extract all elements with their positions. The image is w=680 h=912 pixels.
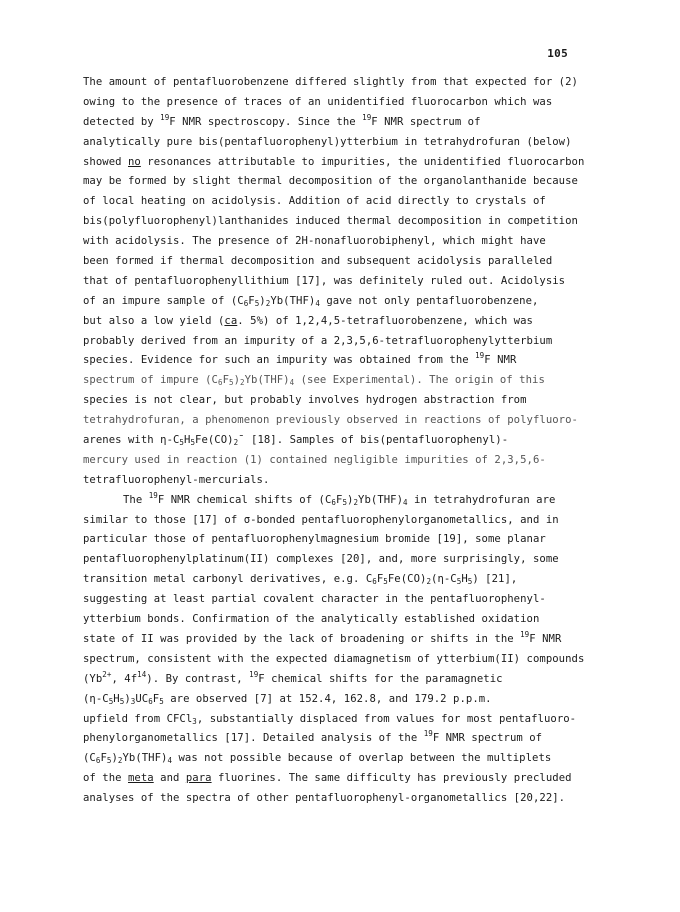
underlined-text: no (128, 155, 141, 168)
superscript: 2+ (102, 669, 112, 679)
text-line (83, 769, 603, 789)
text-run: H (113, 692, 120, 705)
text-line (83, 312, 603, 332)
text-run: (see Experimental). The origin of this (294, 374, 545, 387)
text-run: of local heating on acidolysis. Addition of acid directly to crystals of (83, 195, 546, 208)
text-run: with acidolysis. The presence of 2H-nonafluorobiphenyl, which might have (83, 235, 546, 248)
text-run: F chemical shifts for the paramagnetic (258, 672, 503, 685)
text-run: F NMR spectroscopy. Since the (169, 115, 363, 128)
text-run: that of pentafluorophenyllithium [17], was definitely ruled out. Acidolysis (83, 274, 566, 287)
body-text (83, 73, 603, 809)
text-run: bis(polyfluorophenyl)lanthanides induced thermal decomposition in competition (83, 215, 578, 228)
text-run: upfield from CFCl (83, 712, 193, 725)
text-line (83, 272, 603, 292)
text-run: ) (259, 294, 266, 307)
text-run: of an impure sample of (C (83, 294, 244, 307)
text-run: , 4f (111, 672, 138, 685)
text-run: spectrum, consistent with the expected diamagnetism of ytterbium(II) compounds (83, 652, 585, 665)
text-run: Yb(THF) (122, 752, 168, 765)
text-run: similar to those [17] of σ-bonded pentafluorophenylorganometallics, and in (83, 513, 559, 526)
text-run: species is not clear, but probably involves hydrogen abstraction from (83, 394, 527, 407)
text-line (83, 550, 603, 570)
subscript: 5 (108, 696, 114, 706)
superscript: 19 (148, 490, 158, 500)
text-run: fluorines. The same difficulty has previously precluded (211, 772, 572, 785)
text-run: Yb(THF) (270, 294, 316, 307)
subscript: 5 (254, 298, 260, 308)
subscript: 6 (243, 298, 249, 308)
text-line (83, 729, 603, 749)
text-run: was not possible because of overlap between the multiplets (172, 752, 552, 765)
text-line (83, 351, 603, 371)
text-run: spectrum of impure (C (83, 374, 218, 387)
text-run: showed (83, 155, 128, 168)
subscript: 5 (456, 577, 462, 587)
page-number: 105 (547, 47, 568, 60)
text-run: ). By contrast, (146, 672, 250, 685)
text-run: mercury used in reaction (1) contained negligible impurities of 2,3,5,6- (83, 453, 546, 466)
text-line (83, 630, 603, 650)
text-run: of the (83, 772, 128, 785)
text-run: are observed [7] at 152.4, 162.8, and 179.2 p.p.m. (163, 692, 492, 705)
subscript: 6 (218, 378, 223, 388)
text-line (83, 73, 603, 93)
text-run: Yb(THF) (244, 374, 290, 387)
text-line (83, 570, 603, 590)
text-run: F (100, 752, 107, 765)
text-run: pentafluorophenylplatinum(II) complexes [20], and, more surprisingly, some (83, 553, 559, 566)
text-run: transition metal carbonyl derivatives, e.g. C (83, 573, 373, 586)
text-run: . 5%) of 1,2,4,5-tetrafluorobenzene, which was (237, 314, 533, 327)
superscript: 14 (137, 669, 147, 679)
text-line (83, 391, 603, 411)
text-run: ) (124, 692, 131, 705)
subscript: 4 (167, 756, 173, 766)
text-line (83, 491, 603, 511)
subscript: 2 (353, 497, 359, 507)
subscript: 2 (117, 756, 123, 766)
text-run: and (153, 772, 186, 785)
subscript: 6 (331, 497, 336, 507)
text-line (83, 411, 603, 431)
superscript: 19 (362, 112, 372, 122)
subscript: 4 (315, 298, 320, 308)
text-line (83, 789, 603, 809)
text-run: tetrahydrofuran, a phenomenon previously observed in reactions of polyfluoro- (83, 414, 578, 427)
text-run: F (152, 692, 160, 705)
subscript: 2 (426, 577, 432, 587)
text-line (83, 670, 603, 690)
subscript: 3 (130, 696, 136, 706)
superscript: 19 (475, 351, 485, 361)
subscript: 6 (372, 577, 377, 587)
text-run: (η-C (83, 692, 109, 705)
text-line (83, 93, 603, 113)
subscript: 2 (265, 298, 271, 308)
text-run: gave not only pentafluorobenzene, (319, 294, 539, 307)
subscript: 5 (342, 497, 348, 507)
subscript: 2 (240, 378, 245, 388)
text-line (83, 192, 603, 212)
text-run: H (461, 573, 468, 586)
superscript: 19 (249, 669, 259, 679)
text-line (83, 133, 603, 153)
text-run: F NMR (529, 632, 562, 645)
text-run: F (336, 493, 343, 506)
underlined-text: meta (128, 772, 154, 785)
subscript: 5 (467, 577, 473, 587)
superscript: 19 (160, 112, 170, 122)
text-line (83, 431, 603, 451)
text-line (83, 511, 603, 531)
text-run: suggesting at least partial covalent character in the pentafluorophenyl- (83, 593, 546, 606)
text-run: Fe(CO) (195, 434, 234, 447)
text-line (83, 153, 603, 173)
text-line (83, 451, 603, 471)
text-run: (η-C (431, 573, 457, 586)
text-line (83, 172, 603, 192)
text-run: F NMR spectrum of (371, 115, 481, 128)
text-line (83, 292, 603, 312)
subscript: 4 (289, 378, 295, 388)
text-run: , substantially displaced from values for most pentafluoro- (196, 712, 577, 725)
text-run: particular those of pentafluorophenylmagnesium bromide [19], some planar (83, 533, 546, 546)
text-run: but also a low yield ( (83, 314, 225, 327)
superscript: 19 (520, 629, 530, 639)
text-run: ) (233, 374, 241, 387)
text-line (83, 610, 603, 630)
subscript: 5 (229, 378, 234, 388)
text-run: species. Evidence for such an impurity was obtained from the (83, 354, 476, 367)
subscript: 3 (192, 716, 197, 726)
text-line (83, 650, 603, 670)
text-run: phenylorganometallics [17]. Detailed analysis of the (83, 732, 424, 745)
text-run: The amount of pentafluorobenzene differed slightly from that expected for (2) (83, 76, 578, 88)
text-run: F NMR spectrum of (432, 732, 543, 745)
text-run: analytically pure bis(pentafluorophenyl)ytterbium in tetrahydrofuran (below) (83, 135, 572, 148)
text-line (83, 710, 603, 730)
subscript: 5 (383, 577, 388, 587)
text-run: ) [21], (472, 573, 518, 586)
text-line (83, 371, 603, 391)
text-run: ) (347, 493, 354, 506)
text-run: F (222, 374, 230, 387)
text-run: may be formed by slight thermal decomposition of the organolanthanide because (83, 175, 578, 188)
text-line (83, 590, 603, 610)
text-run: detected by (83, 115, 161, 128)
text-line (83, 690, 603, 710)
subscript: 5 (159, 696, 164, 706)
text-run: Yb(THF) (358, 493, 404, 506)
text-run: arenes with η-C (83, 434, 180, 447)
subscript: 5 (190, 438, 196, 448)
text-run: resonances attributable to impurities, the unidentified fluorocarbon (140, 155, 585, 168)
text-run: ) (111, 752, 118, 765)
text-run: UC (135, 692, 149, 705)
text-run: H (184, 434, 191, 447)
text-line (83, 113, 603, 133)
text-run: Fe(CO) (387, 573, 427, 586)
text-run: F (376, 573, 384, 586)
text-line (83, 212, 603, 232)
subscript: 6 (95, 756, 101, 766)
text-run: F (248, 294, 255, 307)
subscript: 5 (106, 756, 112, 766)
text-run: (C (83, 752, 96, 765)
underlined-text: para (185, 772, 212, 785)
text-run: analyses of the spectra of other pentafluorophenyl-organometallics [20,22]. (83, 792, 566, 805)
text-run: probably derived from an impurity of a 2,3,5,6-tetrafluorophenylytterbium (83, 334, 553, 347)
text-run: (Yb (83, 672, 103, 685)
text-run: in tetrahydrofuran are (407, 493, 556, 506)
text-run: ¯ [18]. Samples of bis(pentafluorophenyl)- (238, 434, 509, 447)
text-run: state of II was provided by the lack of broadening or shifts in the (83, 632, 521, 645)
subscript: 6 (148, 696, 153, 706)
text-run: F NMR chemical shifts of (C (157, 493, 332, 506)
text-line (83, 232, 603, 252)
underlined-text: ca (224, 314, 238, 327)
text-run: The (123, 493, 149, 506)
text-line (83, 530, 603, 550)
text-run: been formed if thermal decomposition and subsequent acidolysis paralleled (83, 255, 553, 268)
text-line (83, 471, 603, 491)
subscript: 5 (179, 438, 184, 448)
text-run: owing to the presence of traces of an unidentified fluorocarbon which was (83, 95, 553, 108)
superscript: 19 (423, 729, 433, 739)
text-run: F NMR (484, 354, 517, 367)
text-line (83, 252, 603, 272)
text-run: ytterbium bonds. Confirmation of the analytically established oxidation (83, 613, 540, 626)
text-line (83, 749, 603, 769)
text-line (83, 332, 603, 352)
subscript: 4 (403, 497, 408, 507)
subscript: 2 (233, 438, 239, 448)
subscript: 5 (119, 696, 125, 706)
text-run: tetrafluorophenyl-mercurials. (83, 473, 270, 486)
